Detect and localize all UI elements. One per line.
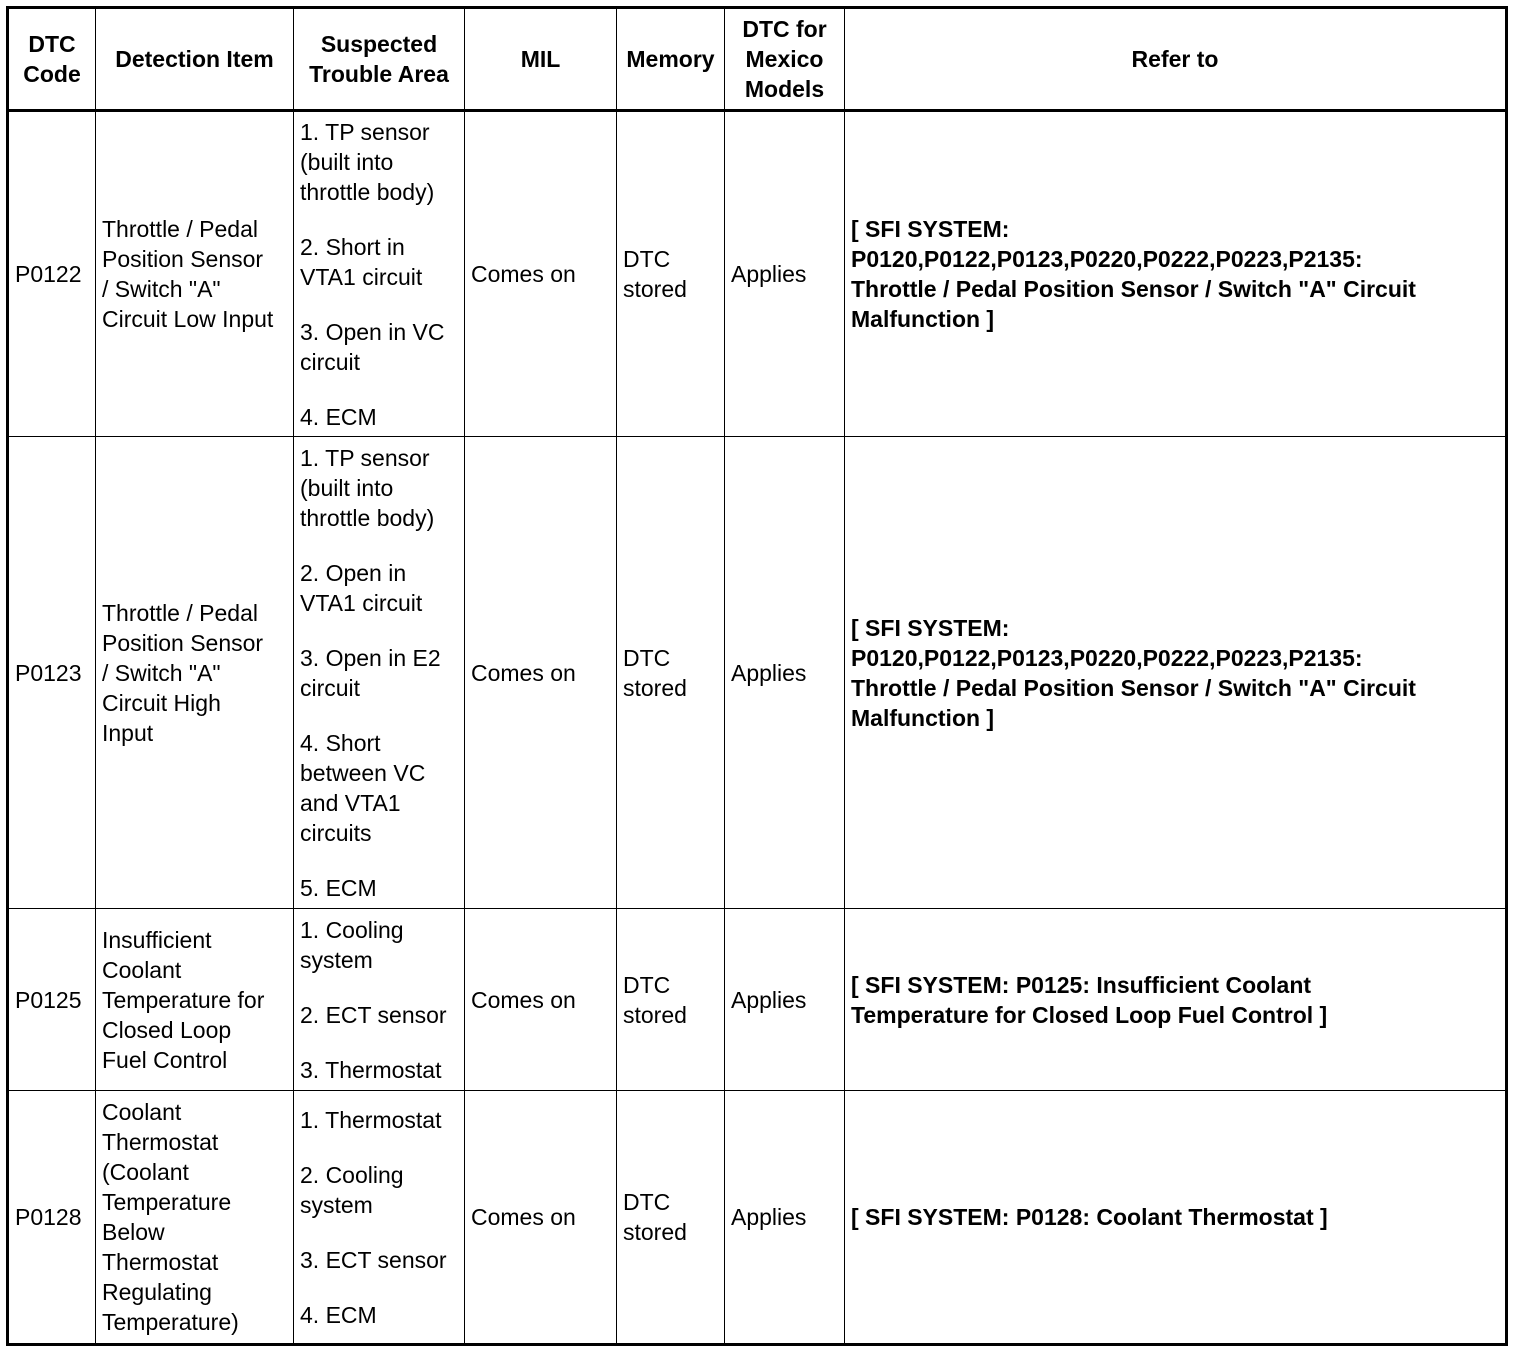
cell-text-line: DTC <box>623 644 671 671</box>
trouble-area-list <box>300 443 458 903</box>
cell-text-line: Temperature for Closed Loop Fuel Control ] <box>851 1001 1328 1028</box>
suspected-trouble-area-cell <box>294 1091 465 1345</box>
cell-text-line: 2. Open in <box>300 559 407 586</box>
trouble-area-item <box>300 232 458 292</box>
table-row <box>8 111 1507 437</box>
mil-cell <box>465 437 617 909</box>
cell-text-line: stored <box>623 674 687 701</box>
cell-text-line: Throttle / Pedal <box>102 216 258 242</box>
refer-to-cell <box>845 909 1507 1091</box>
table-row <box>8 909 1507 1091</box>
header-row <box>8 8 1507 111</box>
cell-text-line: circuit <box>300 348 361 375</box>
cell-text-line: circuit <box>300 674 361 701</box>
cell-text-line: and VTA1 <box>300 789 401 816</box>
memory-cell <box>617 111 725 437</box>
suspected-trouble-area-cell <box>294 909 465 1091</box>
detection-item-cell <box>96 111 294 437</box>
dtc-code-cell <box>8 111 96 437</box>
dtc-for-mexico-cell <box>725 111 845 437</box>
cell-text-line: throttle body) <box>300 178 435 205</box>
header-suspected-trouble-area: Suspected Trouble Area <box>294 8 465 111</box>
mil-cell <box>465 1091 617 1345</box>
header-refer-to: Refer to <box>845 8 1507 111</box>
cell-text-line: 2. Short in <box>300 233 405 260</box>
cell-text-line: [ SFI SYSTEM: P0125: Insufficient Coolant <box>851 971 1312 998</box>
refer-to-cell <box>845 1091 1507 1345</box>
cell-text-line: system <box>300 946 373 973</box>
memory-cell <box>617 909 725 1091</box>
cell-text-line: Comes on <box>471 986 576 1013</box>
trouble-area-item <box>300 643 458 703</box>
cell-text-line: / Switch "A" <box>102 659 221 686</box>
trouble-area-item <box>300 915 458 975</box>
table-row <box>8 1091 1507 1345</box>
table-row <box>8 437 1507 909</box>
cell-text-line: DTC <box>623 246 671 272</box>
cell-text-line: stored <box>623 276 687 302</box>
cell-text-line: DTC <box>623 1189 671 1215</box>
cell-text-line: between VC <box>300 759 426 786</box>
cell-text-line: Comes on <box>471 659 576 686</box>
detection-item-cell <box>96 909 294 1091</box>
header-dtc-code: DTC Code <box>8 8 96 111</box>
cell-text-line: Insufficient <box>102 926 212 953</box>
cell-text-line: system <box>300 1191 373 1218</box>
trouble-area-item <box>300 728 458 848</box>
cell-text-line: Position Sensor <box>102 629 264 656</box>
cell-text-line: [ SFI SYSTEM: P0128: Coolant Thermostat ] <box>851 1204 1328 1230</box>
header-memory: Memory <box>617 8 725 111</box>
cell-text-line: P0122 <box>15 261 82 287</box>
cell-text-line: 5. ECM <box>300 874 377 901</box>
cell-text-line: Comes on <box>471 261 576 287</box>
cell-text-line: 4. ECM <box>300 403 377 430</box>
cell-text-line: Coolant <box>102 1099 182 1125</box>
detection-item-cell <box>96 1091 294 1345</box>
header-mil: MIL <box>465 8 617 111</box>
cell-text-line: Temperature for <box>102 986 265 1013</box>
detection-item-cell <box>96 437 294 909</box>
cell-text-line: Circuit Low Input <box>102 306 274 332</box>
trouble-area-item <box>300 443 458 533</box>
dtc-table <box>6 6 1508 1346</box>
cell-text-line: Position Sensor <box>102 246 264 272</box>
cell-text-line: (built into <box>300 474 394 501</box>
cell-text-line: 1. Thermostat <box>300 1106 442 1133</box>
trouble-area-item <box>300 1160 458 1220</box>
cell-text-line: Throttle / Pedal Position Sensor / Switch "A" Circuit <box>851 276 1416 302</box>
cell-text-line: 4. Short <box>300 729 381 756</box>
cell-text-line: Temperature <box>102 1189 232 1215</box>
mil-cell <box>465 909 617 1091</box>
trouble-area-item <box>300 317 458 377</box>
memory-cell <box>617 1091 725 1345</box>
cell-text-line: throttle body) <box>300 504 435 531</box>
cell-text-line: / Switch "A" <box>102 276 221 302</box>
cell-text-line: Below <box>102 1219 165 1245</box>
cell-text-line: 4. ECM <box>300 1301 377 1328</box>
trouble-area-list <box>300 117 458 432</box>
trouble-area-item <box>300 1055 458 1085</box>
cell-text-line: Applies <box>731 986 807 1013</box>
cell-text-line: Applies <box>731 659 807 686</box>
dtc-for-mexico-cell <box>725 437 845 909</box>
trouble-area-item <box>300 1105 458 1135</box>
trouble-area-list <box>300 1105 458 1330</box>
trouble-area-item <box>300 558 458 618</box>
cell-text-line: Applies <box>731 1204 807 1230</box>
header-dtc-for-mexico: DTC for Mexico Models <box>725 8 845 111</box>
mil-cell <box>465 111 617 437</box>
cell-text-line: 2. Cooling <box>300 1161 404 1188</box>
trouble-area-item <box>300 402 458 432</box>
cell-text-line: (built into <box>300 148 394 175</box>
cell-text-line: VTA1 circuit <box>300 263 423 290</box>
cell-text-line: Thermostat <box>102 1249 219 1275</box>
cell-text-line: Regulating <box>102 1279 212 1305</box>
cell-text-line: [ SFI SYSTEM: <box>851 216 1010 242</box>
cell-text-line: Malfunction ] <box>851 704 995 731</box>
table-body <box>8 111 1507 1345</box>
dtc-code-cell <box>8 909 96 1091</box>
trouble-area-item <box>300 1300 458 1330</box>
cell-text-line: P0128 <box>15 1204 82 1230</box>
refer-to-cell <box>845 111 1507 437</box>
trouble-area-item <box>300 873 458 903</box>
cell-text-line: Comes on <box>471 1204 576 1230</box>
cell-text-line: DTC <box>623 971 671 998</box>
cell-text-line: Fuel Control <box>102 1046 228 1073</box>
cell-text-line: 1. TP sensor <box>300 118 430 145</box>
cell-text-line: Input <box>102 719 154 746</box>
cell-text-line: Temperature) <box>102 1309 239 1335</box>
cell-text-line: 3. Open in VC <box>300 318 445 345</box>
cell-text-line: stored <box>623 1219 687 1245</box>
cell-text-line: 3. ECT sensor <box>300 1246 447 1273</box>
cell-text-line: Circuit High <box>102 689 221 716</box>
cell-text-line: Applies <box>731 261 807 287</box>
cell-text-line: 3. Thermostat <box>300 1056 442 1083</box>
cell-text-line: Throttle / Pedal <box>102 599 258 626</box>
memory-cell <box>617 437 725 909</box>
dtc-code-cell <box>8 1091 96 1345</box>
suspected-trouble-area-cell <box>294 437 465 909</box>
dtc-for-mexico-cell <box>725 1091 845 1345</box>
cell-text-line: P0125 <box>15 986 82 1013</box>
trouble-area-item <box>300 1000 458 1030</box>
suspected-trouble-area-cell <box>294 111 465 437</box>
cell-text-line: Thermostat <box>102 1129 219 1155</box>
cell-text-line: [ SFI SYSTEM: <box>851 614 1010 641</box>
header-detection-item: Detection Item <box>96 8 294 111</box>
dtc-code-cell <box>8 437 96 909</box>
cell-text-line: Throttle / Pedal Position Sensor / Switch "A" Circuit <box>851 674 1416 701</box>
cell-text-line: circuits <box>300 819 372 846</box>
cell-text-line: 2. ECT sensor <box>300 1001 447 1028</box>
cell-text-line: P0123 <box>15 659 82 686</box>
cell-text-line: 1. Cooling <box>300 916 404 943</box>
refer-to-cell <box>845 437 1507 909</box>
cell-text-line: P0120,P0122,P0123,P0220,P0222,P0223,P2135: <box>851 644 1363 671</box>
cell-text-line: 1. TP sensor <box>300 444 430 471</box>
dtc-for-mexico-cell <box>725 909 845 1091</box>
trouble-area-item <box>300 1245 458 1275</box>
cell-text-line: Coolant <box>102 956 182 983</box>
trouble-area-item <box>300 117 458 207</box>
cell-text-line: VTA1 circuit <box>300 589 423 616</box>
cell-text-line: P0120,P0122,P0123,P0220,P0222,P0223,P2135: <box>851 246 1363 272</box>
trouble-area-list <box>300 915 458 1085</box>
cell-text-line: Malfunction ] <box>851 306 995 332</box>
cell-text-line: (Coolant <box>102 1159 189 1185</box>
cell-text-line: stored <box>623 1001 687 1028</box>
cell-text-line: 3. Open in E2 <box>300 644 441 671</box>
cell-text-line: Closed Loop <box>102 1016 232 1043</box>
